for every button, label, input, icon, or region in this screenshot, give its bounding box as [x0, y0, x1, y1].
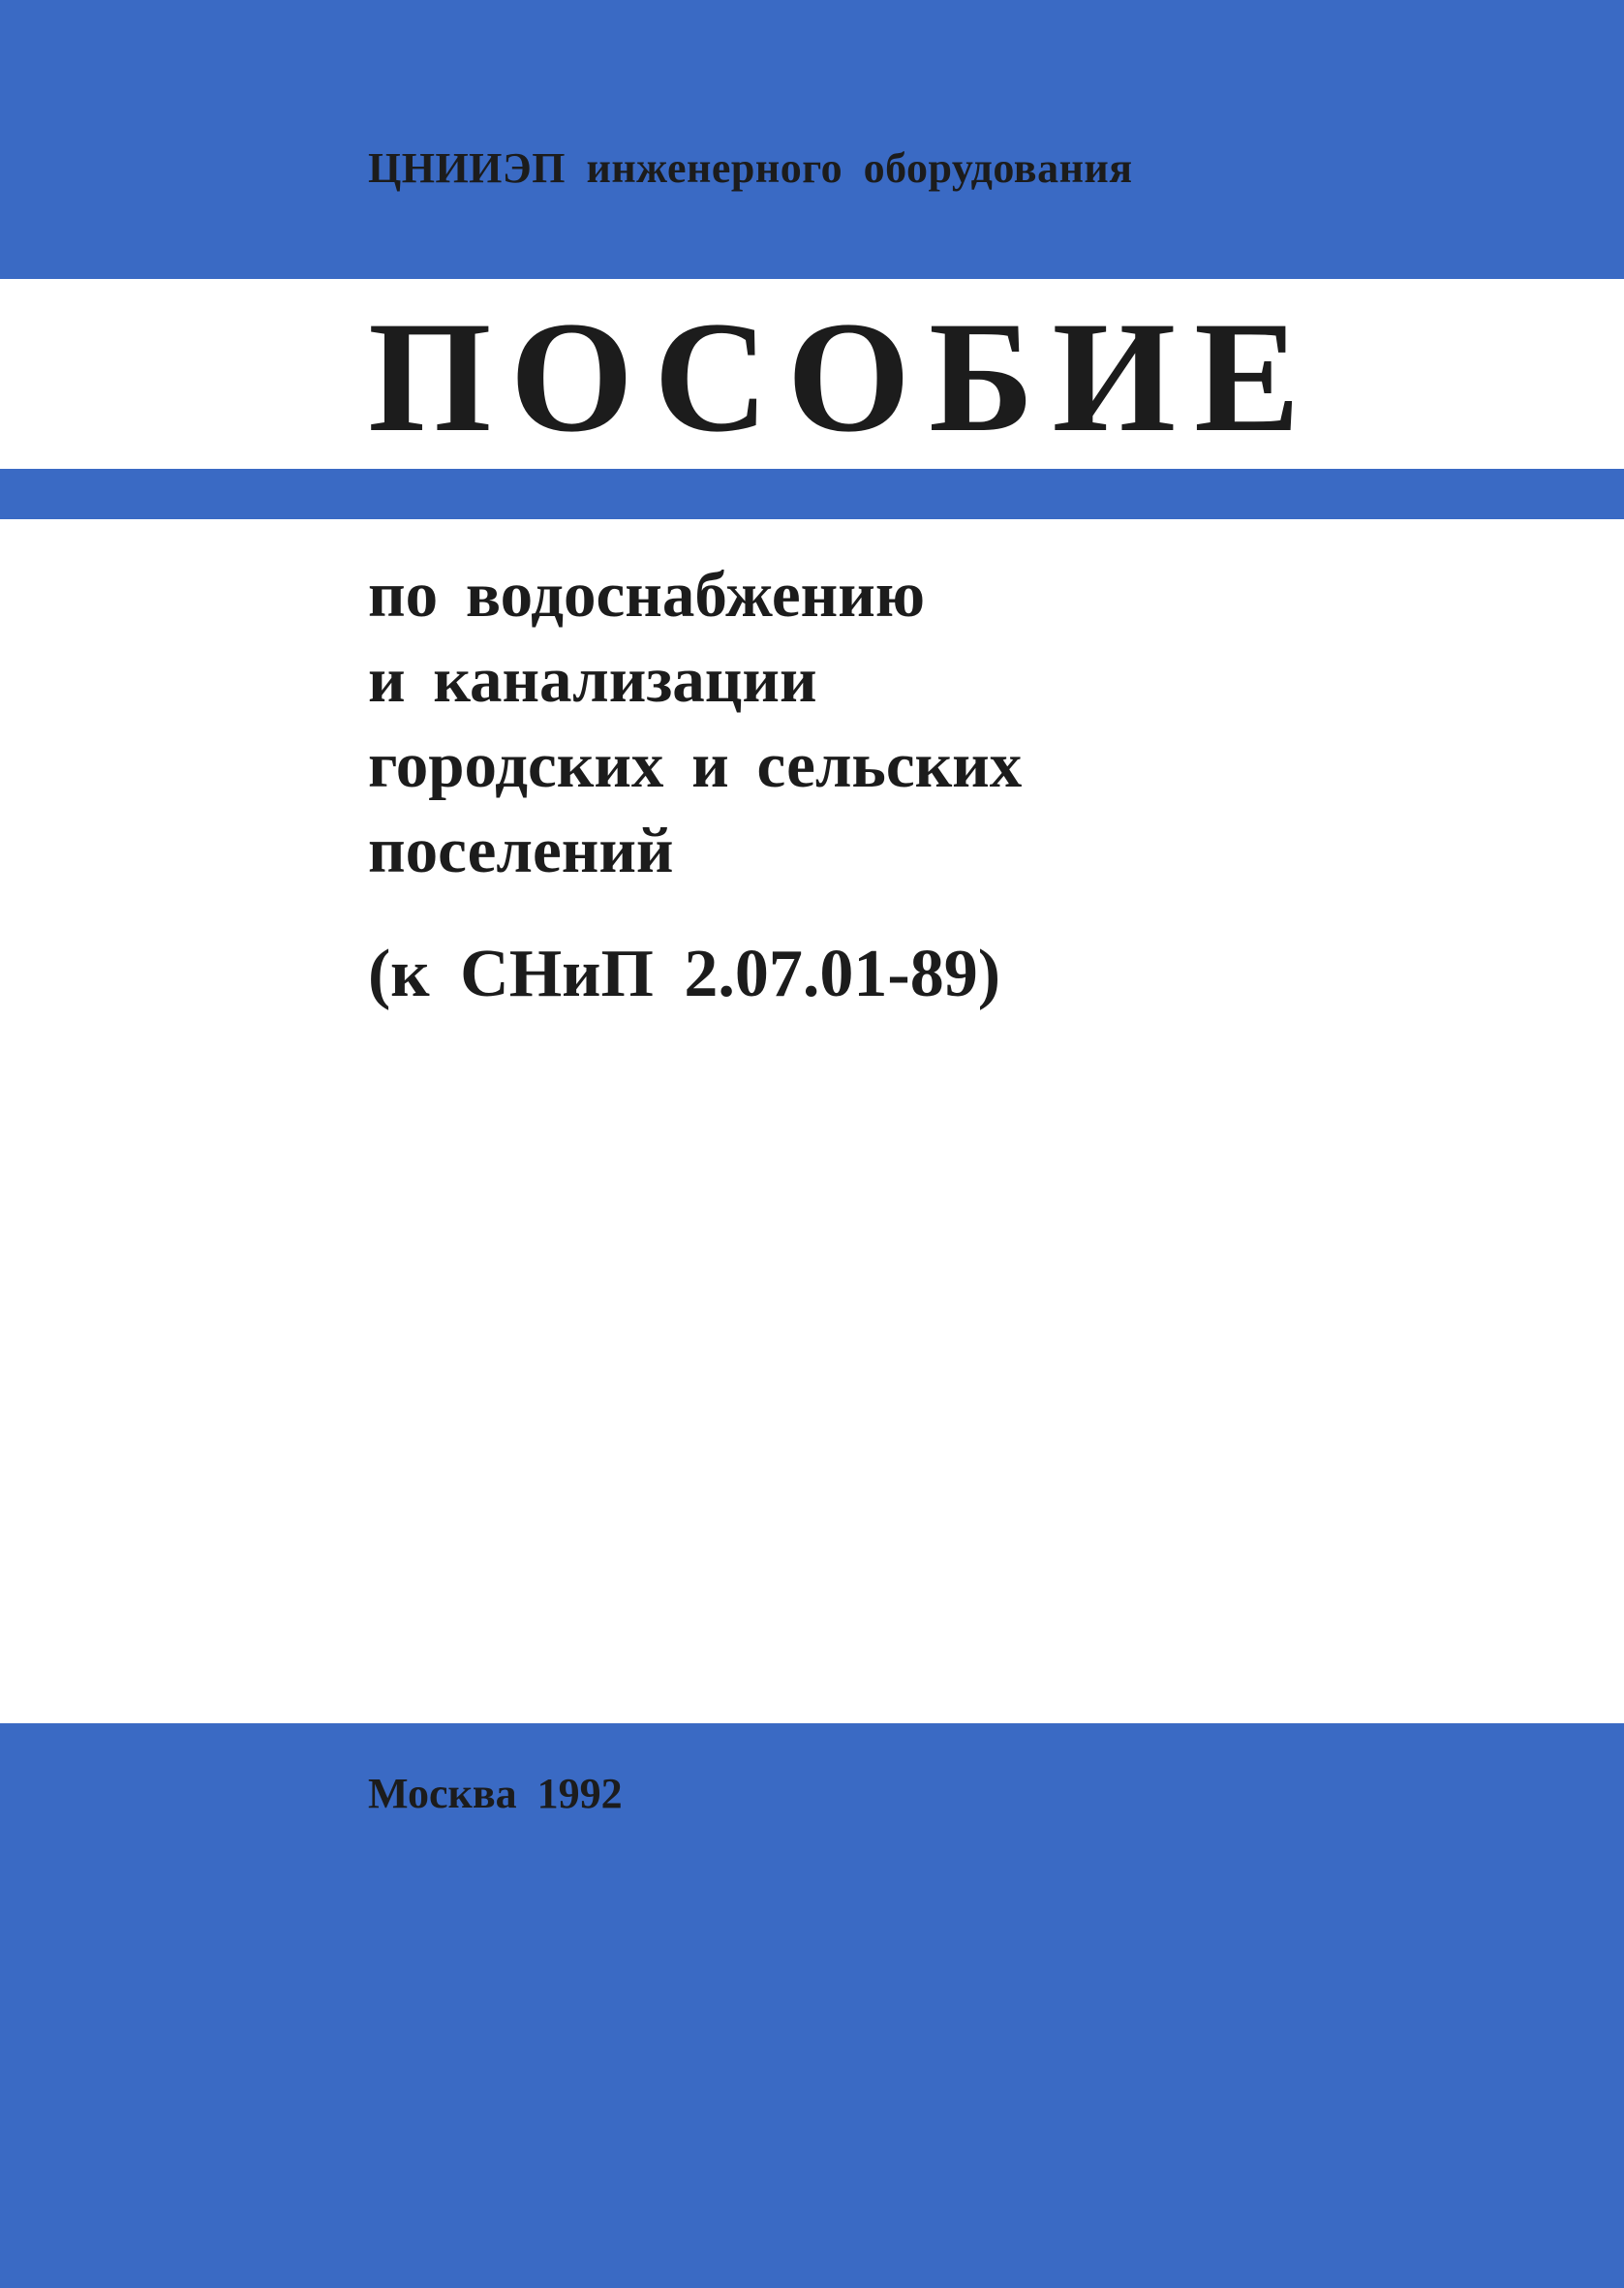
standard-reference: (к СНиП 2.07.01-89): [368, 937, 1001, 1011]
subtitle-line: поселений: [368, 815, 674, 886]
bottom-blue-band: [0, 1723, 1624, 2288]
document-title: ПОСОБИЕ: [368, 290, 1319, 465]
publisher-name: ЦНИИЭП инженерного оборудования: [368, 144, 1133, 192]
subtitle-line: и канализации: [368, 644, 817, 716]
document-subtitle: [368, 552, 1022, 893]
top-blue-band: [0, 0, 1624, 279]
subtitle-line: по водоснабжению: [368, 559, 926, 631]
middle-blue-stripe: [0, 469, 1624, 519]
imprint-city-year: Москва 1992: [368, 1770, 623, 1817]
subtitle-line: городских и сельских: [368, 729, 1023, 801]
